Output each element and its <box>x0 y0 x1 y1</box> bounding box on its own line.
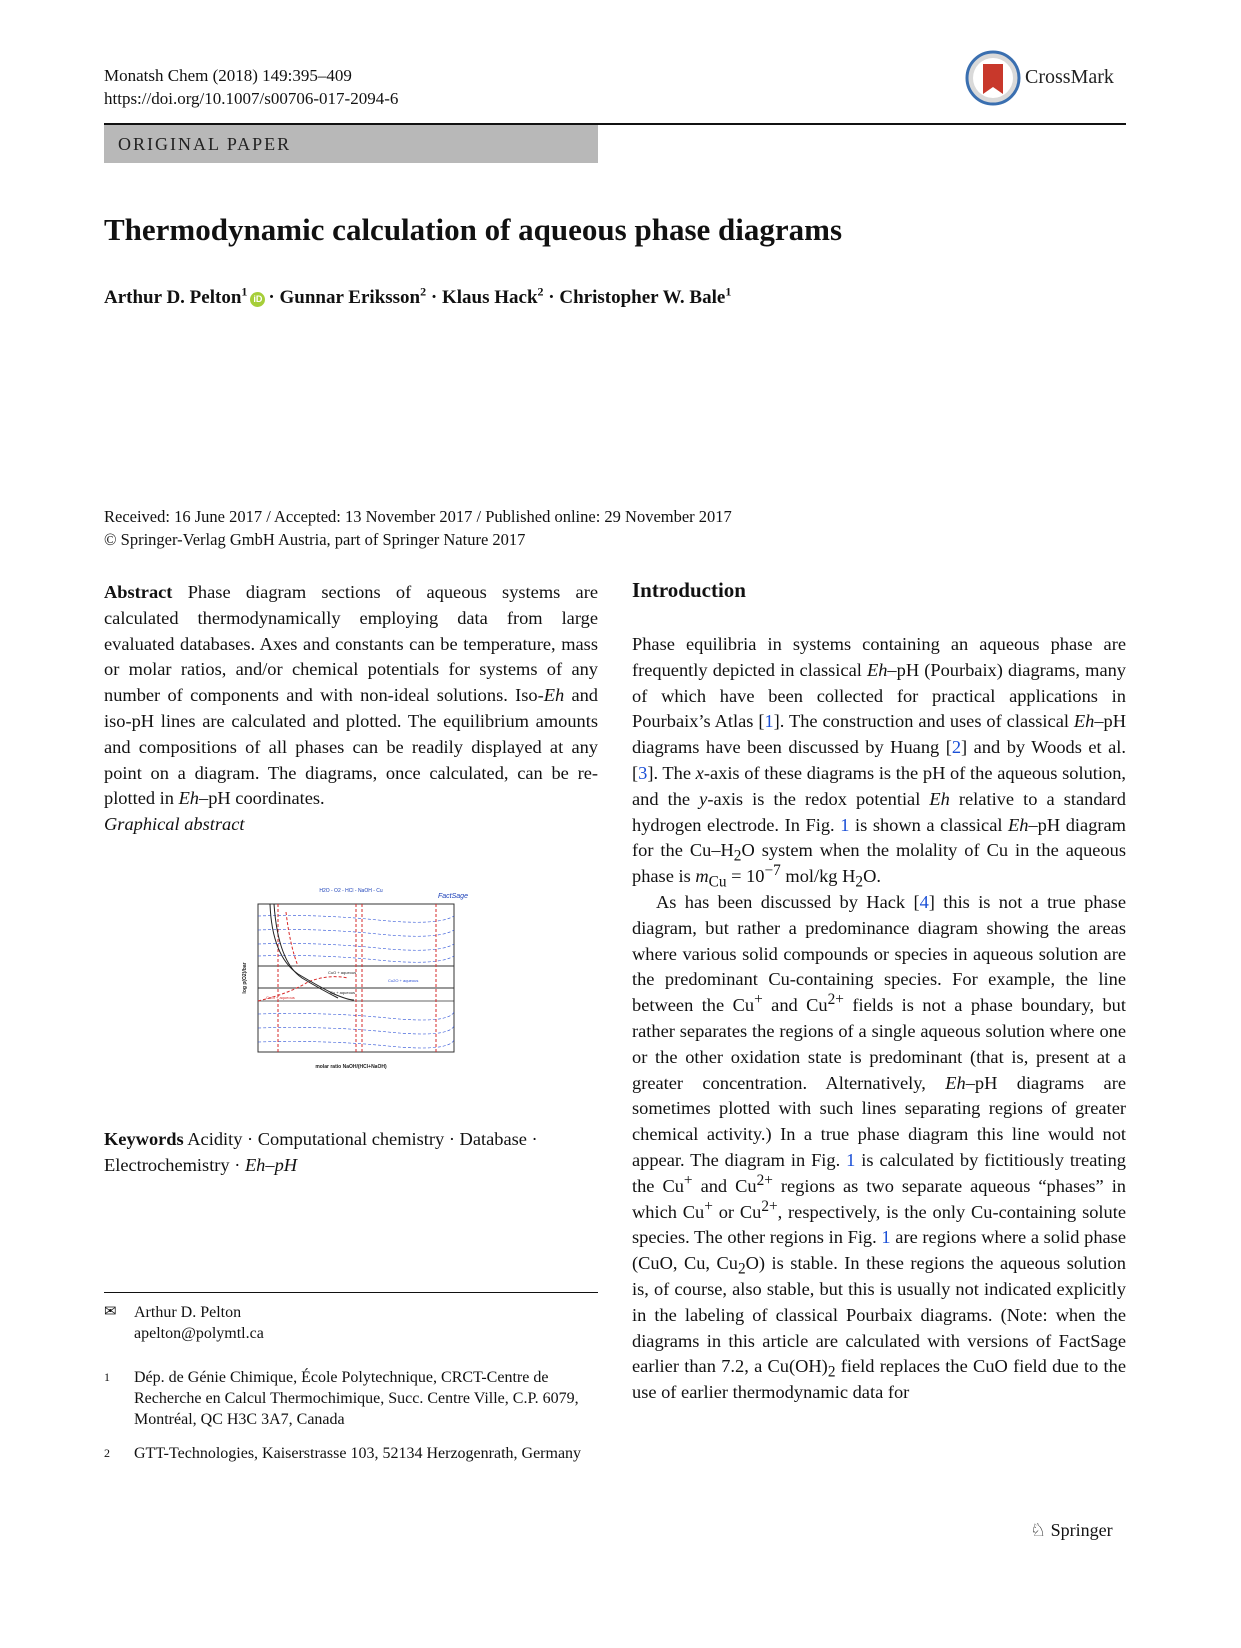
graphical-abstract-label: Graphical abstract <box>104 814 245 835</box>
figure-link[interactable]: 1 <box>846 1149 856 1170</box>
keyword: Acidity <box>187 1129 243 1149</box>
figure-link[interactable]: 1 <box>840 814 850 835</box>
keywords-label: Keywords <box>104 1129 184 1149</box>
footnote-rule <box>104 1292 598 1293</box>
author-name[interactable]: Gunnar Eriksson <box>279 287 421 308</box>
author-affiliation-mark: 1 <box>241 284 248 299</box>
author-affiliation-mark: 1 <box>725 284 732 299</box>
paragraph: As has been discussed by Hack [4] this is not a true phase diagram, but rather a predominance diagram showing the areas where various solid compounds or species in aqueous solution are the predominant Cu-containing species. For example, the line between the Cu+ and $Cu^{2+}$ fields is not a phase boundary, but rather separates the regions of a single aqueous solution where one or the other oxidation state is predominant (that is, present at a greater concentration. Alternatively, Eh–pH diagrams are sometimes plotted with such lines separating regions of greater chemical activity.) In a true phase diagram this line would not appear. The diagram in Fig. 1 is calculated by fictitiously treating the Cu+ and $Cu^{2+}$ regions as two separate aqueous “phases” in which Cu+ or $Cu^{2+}$, respectively, is the only Cu-containing solute species. The other regions in Fig. 1 are regions where a solid phase (CuO, Cu, $Cu_2O$) is stable. In these regions the aqueous solution is, of course, also stable, but this is usually not indicated explicitly in the labeling of classical Pourbaix diagrams. (Note: when the diagrams in this article are calculated with versions of FactSage earlier than 7.2, a $Cu(OH)_2$ field replaces the CuO field due to the use of earlier thermodynamic data for <box>632 891 1127 1403</box>
paragraph: Phase equilibria in systems containing an aqueous phase are frequently depicted in classical Eh–pH (Pourbaix) diagrams, many of which have been collected for practical applications in Pourbaix’s Atlas [1]. The construction and uses of classical Eh–pH diagrams have been discussed by Huang [2] and by Woods et al. [3]. The x-axis of these diagrams is the pH of the aqueous solution, and the y-axis is the redox potential Eh relative to a standard hydrogen electrode. In Fig. 1 is shown a classical Eh–pH diagram for the $Cu-H_2O$ system when the molality of Cu in the aqueous phase is $m_{Cu} = 10^{-7}$ mol/kg $H_2O$. <box>632 634 1127 891</box>
journal-citation: Monatsh Chem (2018) 149:395–409 <box>104 66 352 85</box>
journal-meta <box>104 64 398 110</box>
author-name[interactable]: Arthur D. Pelton <box>104 287 242 308</box>
crossmark-icon <box>965 48 1021 108</box>
citation-link[interactable]: 4 <box>919 891 929 912</box>
figure-link[interactable]: 1 <box>881 1227 891 1248</box>
region-label: CuO + aqueous <box>328 970 357 975</box>
author-affiliation-mark: 2 <box>537 284 544 299</box>
envelope-icon: ✉ <box>104 1304 117 1320</box>
region-label: CuCl + aqueous <box>266 995 295 1000</box>
publisher-footer <box>1030 1520 1113 1541</box>
paper-title: Thermodynamic calculation of aqueous phase diagrams <box>104 212 843 247</box>
copyright: © Springer-Verlag GmbH Austria, part of Springer Nature 2017 <box>104 530 526 549</box>
keywords-block: Keywords Acidity · Computational chemistry · Database · Electrochemistry · Eh–pH <box>104 1129 538 1175</box>
crossmark-badge[interactable] <box>965 48 1125 108</box>
abstract-label: Abstract <box>104 582 173 602</box>
dates: Received: 16 June 2017 / Accepted: 13 November 2017 / Published online: 29 November 2017 <box>104 507 732 526</box>
keyword: Database <box>459 1129 527 1149</box>
publication-history <box>104 505 732 551</box>
author-affiliation-mark: 2 <box>420 284 427 299</box>
affiliation-text: Dép. de Génie Chimique, École Polytechnique, CRCT-Centre de Recherche en Calcul Thermochimique, Succ. Centre Ville, C.P. 6079, Montréal, QC H3C 3A7, Canada <box>134 1369 579 1428</box>
doi-link[interactable]: https://doi.org/10.1007/s00706-017-2094-6 <box>104 89 399 108</box>
y-axis-label: log p(O2)/bar <box>242 962 248 994</box>
orcid-icon[interactable]: iD <box>250 292 265 307</box>
affiliation-2 <box>104 1443 598 1487</box>
abstract-text: Abstract Phase diagram sections of aqueous systems are calculated thermodynamically employing data from large evaluated databases. Axes and constants can be temperature, mass or molar ratios, and/or chemical potentials for systems of any number of components and with non-ideal solutions. Iso-Eh and iso-pH lines are calculated and plotted. The equilibrium amounts and compositions of all phases can be readily displayed at any point on a diagram. The diagrams, once calculated, can be re-plotted in Eh–pH coordinates. <box>104 582 598 809</box>
publisher-name: Springer <box>1050 1520 1113 1540</box>
article-type-banner: ORIGINAL PAPER <box>104 125 598 163</box>
phase-diagram-image <box>238 886 468 1072</box>
abstract-block <box>104 580 598 838</box>
figure-title: H2O - O2 - HCl - NaOH - Cu <box>319 888 383 894</box>
keyword: Computational chemistry <box>257 1129 445 1149</box>
citation-link[interactable]: 2 <box>951 737 962 758</box>
author-name[interactable]: Christopher W. Bale <box>559 287 726 308</box>
graphical-abstract-figure[interactable] <box>238 886 468 1072</box>
affiliation-1 <box>104 1367 598 1431</box>
author-list: Arthur D. Pelton$^1$iD · Gunnar Eriksson$^2$ · Klaus Hack$^2$ · Christopher W. Bale$^1$ <box>104 284 732 308</box>
affiliation-text: GTT-Technologies, Kaiserstrasse 103, 52134 Herzogenrath, Germany <box>134 1445 582 1462</box>
introduction-body <box>632 632 1126 1406</box>
contact-name: Arthur D. Pelton <box>134 1304 242 1321</box>
citation-link[interactable]: 1 <box>764 711 774 732</box>
citation-link[interactable]: 3 <box>638 762 648 783</box>
contact-email[interactable]: apelton@polymtl.ca <box>134 1325 264 1342</box>
author-name[interactable]: Klaus Hack <box>441 287 538 308</box>
section-heading: Introduction <box>632 578 746 602</box>
corresponding-author <box>104 1302 598 1346</box>
keyword: Electrochemistry <box>104 1154 230 1175</box>
affiliation-number: 2 <box>104 1446 110 1460</box>
x-axis-label: molar ratio NaOH/(HCl+NaOH) <box>315 1064 387 1070</box>
springer-logo-icon: ♘ <box>1030 1520 1047 1540</box>
region-label: Cu + aqueous <box>330 990 356 995</box>
crossmark-label: CrossMark <box>1025 66 1114 88</box>
region-label: Cu2O + aqueous <box>388 978 419 983</box>
affiliation-number: 1 <box>104 1370 110 1384</box>
factsage-logo: FactSage <box>438 893 468 900</box>
keyword: Eh–pH <box>244 1154 298 1175</box>
